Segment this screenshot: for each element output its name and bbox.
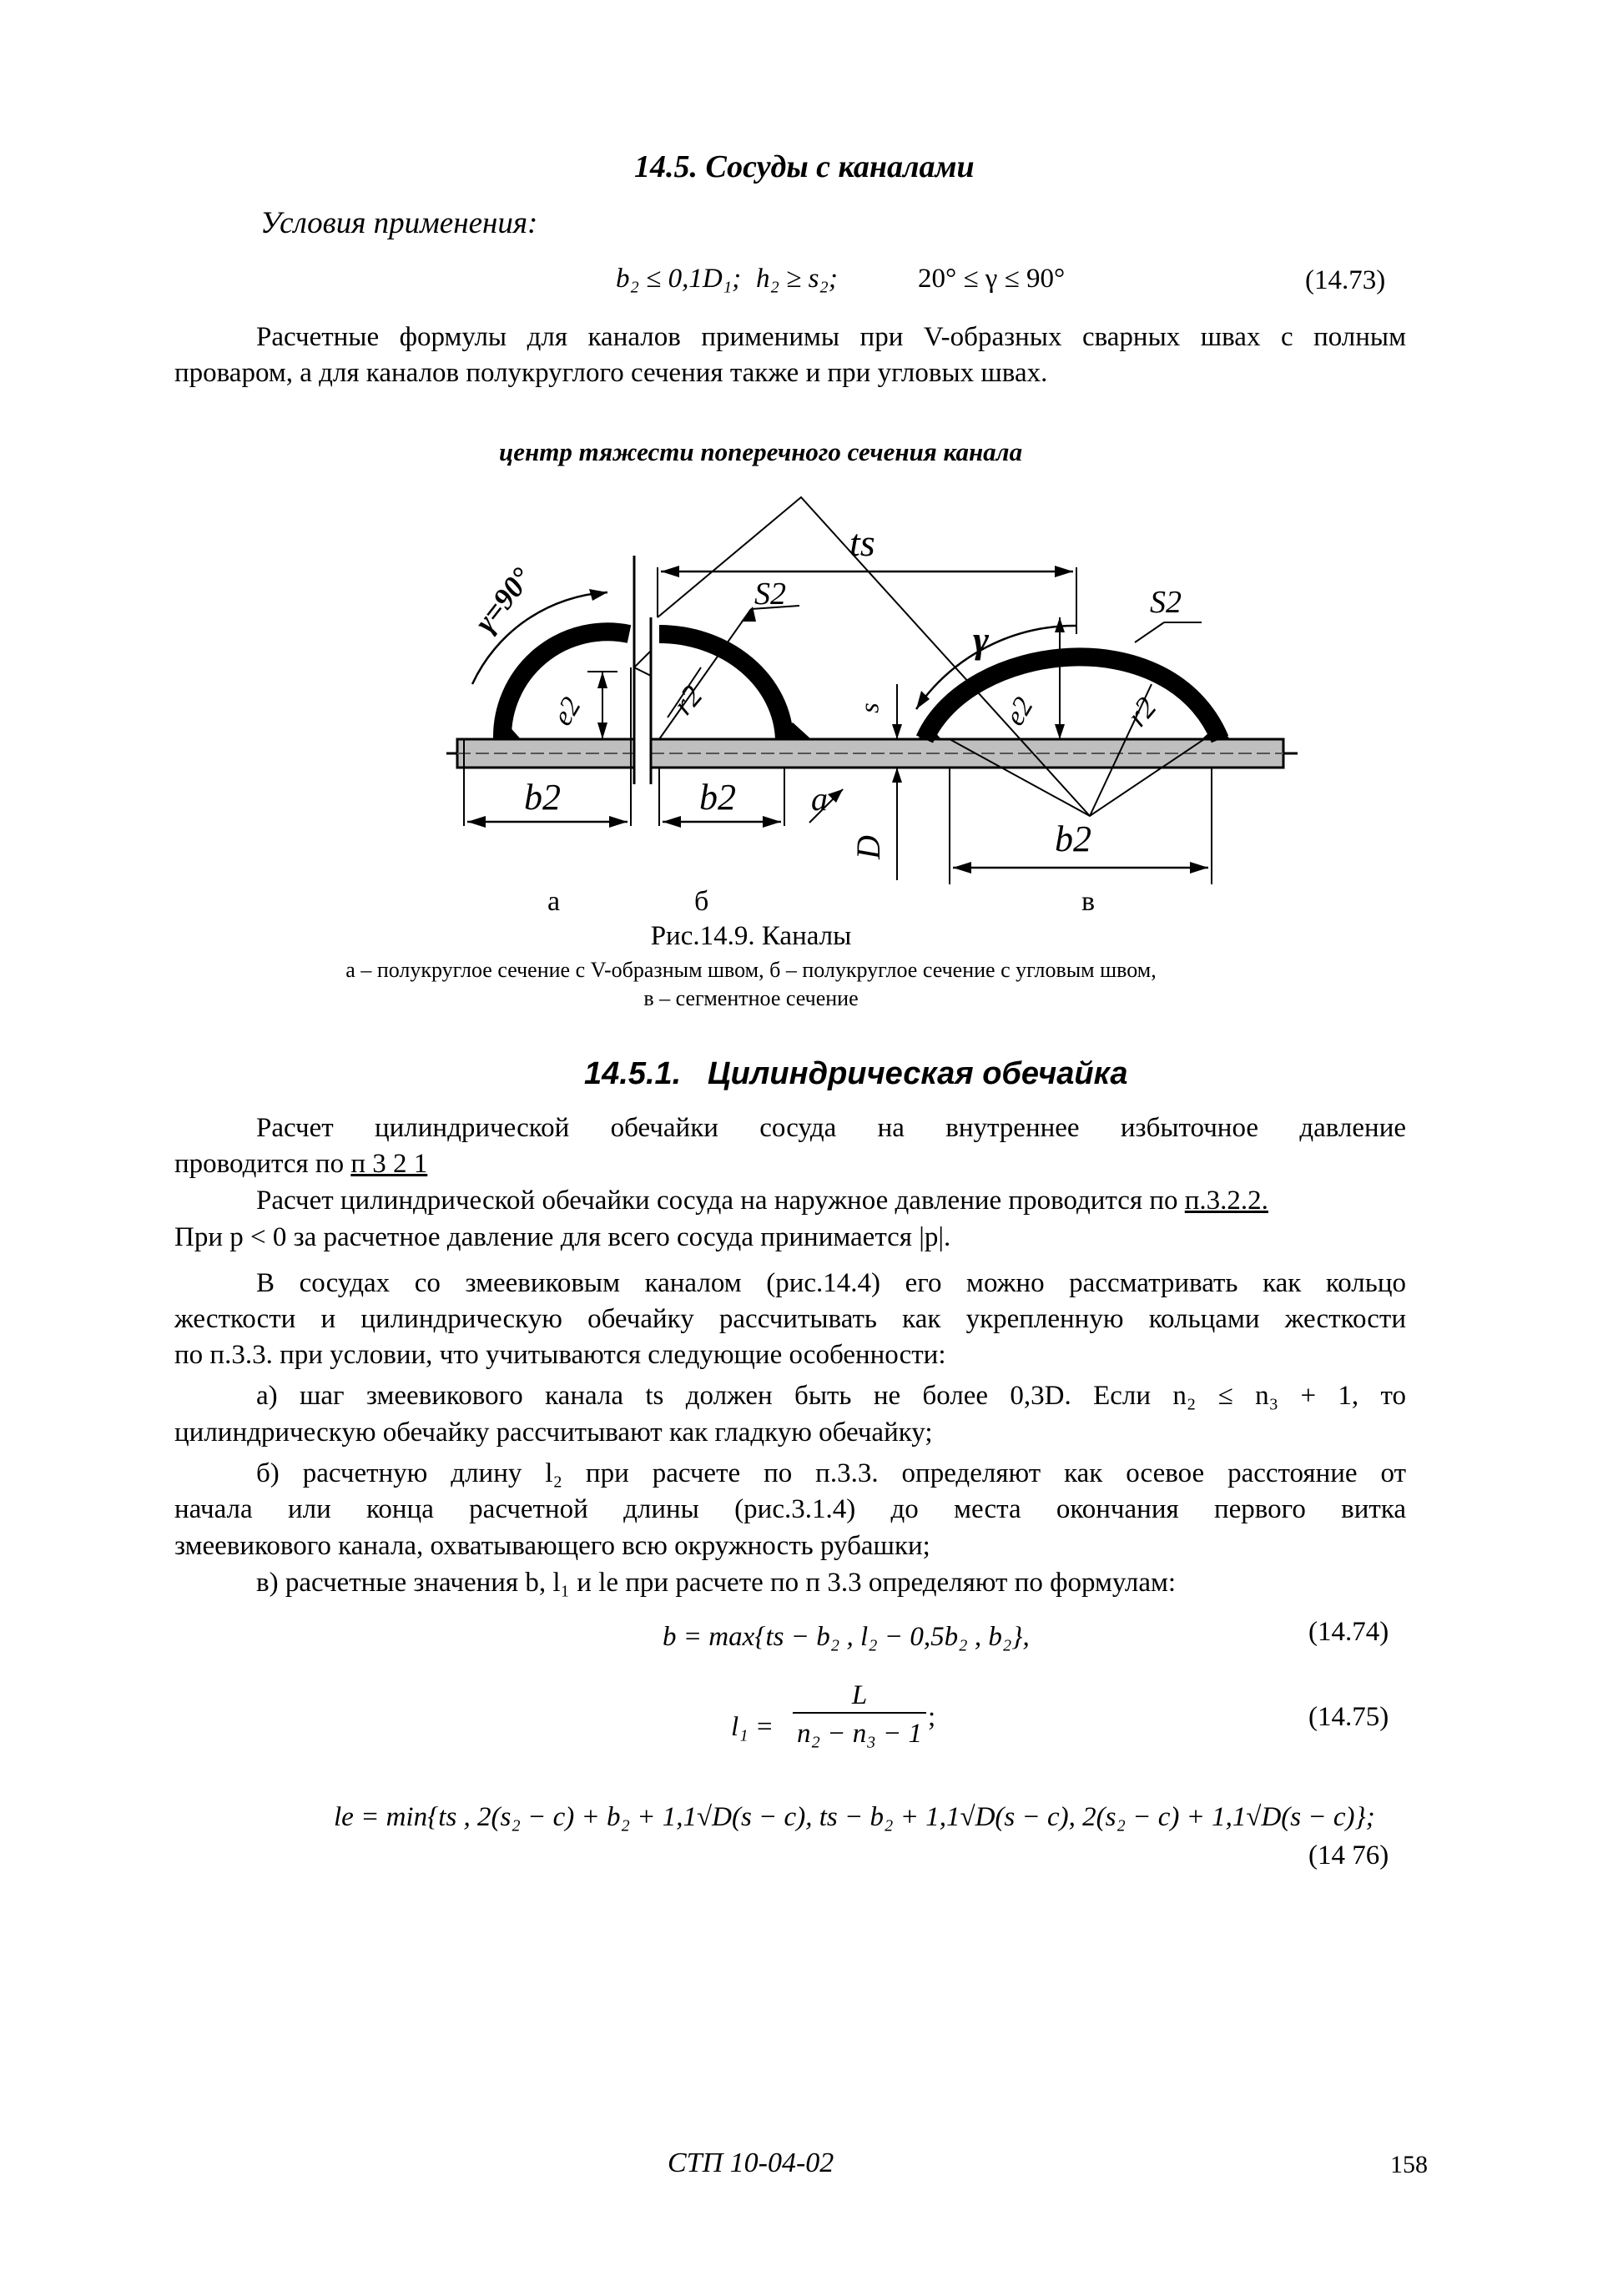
footer-page-number: 158 bbox=[1390, 2151, 1428, 2178]
para-v-welds-line-2: проваром, а для каналов полукруглого сечения также и при угловых швах. bbox=[174, 358, 1048, 388]
link-p-3-2-1[interactable]: п 3 2 1 bbox=[350, 1149, 428, 1179]
section-title: 14.5. Сосуды с каналами bbox=[634, 149, 975, 184]
footer-doc-code: СТП 10-04-02 bbox=[668, 2147, 834, 2178]
formula-14-73-part-1: b₂ ≤ 0,1D₁; bbox=[616, 264, 742, 294]
p1-line-1: Расчет цилиндрической обечайки сосуда на внутреннее избыточное давление bbox=[256, 1113, 1406, 1143]
label-gamma-v: γ bbox=[973, 618, 990, 661]
label-s2-v: S2 bbox=[1150, 585, 1182, 620]
label-s: s bbox=[854, 702, 885, 713]
channel-v-shell bbox=[925, 657, 1220, 739]
formula-14-75-lhs: l₁ = bbox=[731, 1712, 774, 1742]
panel-label-a: а bbox=[547, 886, 561, 917]
panel-label-v: в bbox=[1081, 886, 1096, 917]
formula-14-75-number: (14.75) bbox=[1308, 1702, 1389, 1732]
label-s2-b: S2 bbox=[754, 577, 786, 612]
item-a-line-1: а) шаг змеевикового канала ts должен быть не более 0,3D. Если n₂ ≤ n₃ + 1, то bbox=[256, 1381, 1406, 1411]
label-e2-a: e2 bbox=[547, 692, 587, 731]
formula-14-74: b = max{ts − b₂ , l₂ − 0,5b₂ , b₂}, bbox=[663, 1622, 1030, 1652]
label-b2-b: b2 bbox=[699, 777, 736, 818]
p2-line-1 bbox=[256, 1183, 1268, 1219]
p3-line-1: В сосудах со змеевиковым каналом (рис.14.4) его можно рассматривать как кольцо bbox=[256, 1268, 1406, 1298]
figure-caption-line-1: а – полукруглое сечение с V-образным швом, б – полукруглое сечение с угловым швом, bbox=[345, 958, 1157, 982]
figure-top-label: центр тяжести поперечного сечения канала bbox=[499, 437, 1023, 466]
conditions-label: Условия применения: bbox=[260, 206, 538, 240]
item-b-line-2: начала или конца расчетной длины (рис.3.1.4) до места окончания первого витка bbox=[174, 1494, 1406, 1524]
formula-14-73-number: (14.73) bbox=[1305, 265, 1386, 295]
label-e2-v: e2 bbox=[999, 692, 1040, 731]
p2-line-2: При p < 0 за расчетное давление для всего сосуда принимается |p|. bbox=[174, 1222, 951, 1252]
label-D: D bbox=[849, 835, 887, 859]
formula-14-73-part-2: h₂ ≥ s₂; bbox=[756, 264, 838, 294]
formula-14-75-tail: ; bbox=[928, 1702, 936, 1732]
item-c: в) расчетные значения b, l₁ и le при расчете по п 3.3 определяют по формулам: bbox=[256, 1568, 1177, 1598]
label-gamma-90: γ=90° bbox=[467, 561, 539, 639]
formula-14-76-number: (14 76) bbox=[1308, 1840, 1389, 1871]
label-b2-v: b2 bbox=[1055, 818, 1091, 859]
label-r2-v: r2 bbox=[1120, 690, 1163, 733]
para-v-welds-line-1: Расчетные формулы для каналов применимы при V-образных сварных швах с полным bbox=[256, 322, 1406, 352]
link-p-3-2-2[interactable]: п.3.2.2. bbox=[1184, 1186, 1268, 1216]
panel-label-b: б bbox=[694, 886, 709, 917]
figure-caption-line-2: в – сегментное сечение bbox=[643, 986, 859, 1010]
figure-caption-title: Рис.14.9. Каналы bbox=[650, 921, 852, 951]
p1-line-2 bbox=[174, 1146, 427, 1182]
item-a-line-2: цилиндрическую обечайку рассчитывают как гладкую обечайку; bbox=[174, 1417, 933, 1448]
formula-14-73-part-3: 20° ≤ γ ≤ 90° bbox=[918, 264, 1066, 294]
label-ts: ts bbox=[849, 521, 875, 564]
label-r2-b: r2 bbox=[666, 678, 709, 722]
label-b2-a: b2 bbox=[524, 777, 561, 818]
formula-14-76: le = min{ts , 2(s₂ − c) + b₂ + 1,1√D(s − c), ts − b₂ + 1,1√D(s − c), 2(s₂ − c) + 1,1√D(s − c)}; bbox=[334, 1802, 1375, 1832]
formula-14-75-denominator: n₂ − n₃ − 1 bbox=[797, 1719, 922, 1749]
subsection-title: 14.5.1. Цилиндрическая обечайка bbox=[584, 1056, 1128, 1091]
formula-14-75-numerator: L bbox=[793, 1679, 926, 1714]
p3-line-3: по п.3.3. при условии, что учитываются следующие особенности: bbox=[174, 1340, 946, 1370]
p2-line-1-prefix: Расчет цилиндрической обечайки сосуда на наружное давление проводится по bbox=[256, 1186, 1185, 1216]
item-b-line-3: змеевикового канала, охватывающего всю окружность рубашки; bbox=[174, 1531, 930, 1561]
label-a: a bbox=[811, 780, 828, 818]
p1-line-2-prefix: проводится по bbox=[174, 1149, 351, 1179]
p3-line-2: жесткости и цилиндрическую обечайку рассчитывать как укрепленную кольцами жесткости bbox=[174, 1304, 1406, 1334]
item-b-line-1: б) расчетную длину l₂ при расчете по п.3.3. определяют как осевое расстояние от bbox=[256, 1458, 1406, 1488]
formula-14-74-number: (14.74) bbox=[1308, 1617, 1389, 1647]
